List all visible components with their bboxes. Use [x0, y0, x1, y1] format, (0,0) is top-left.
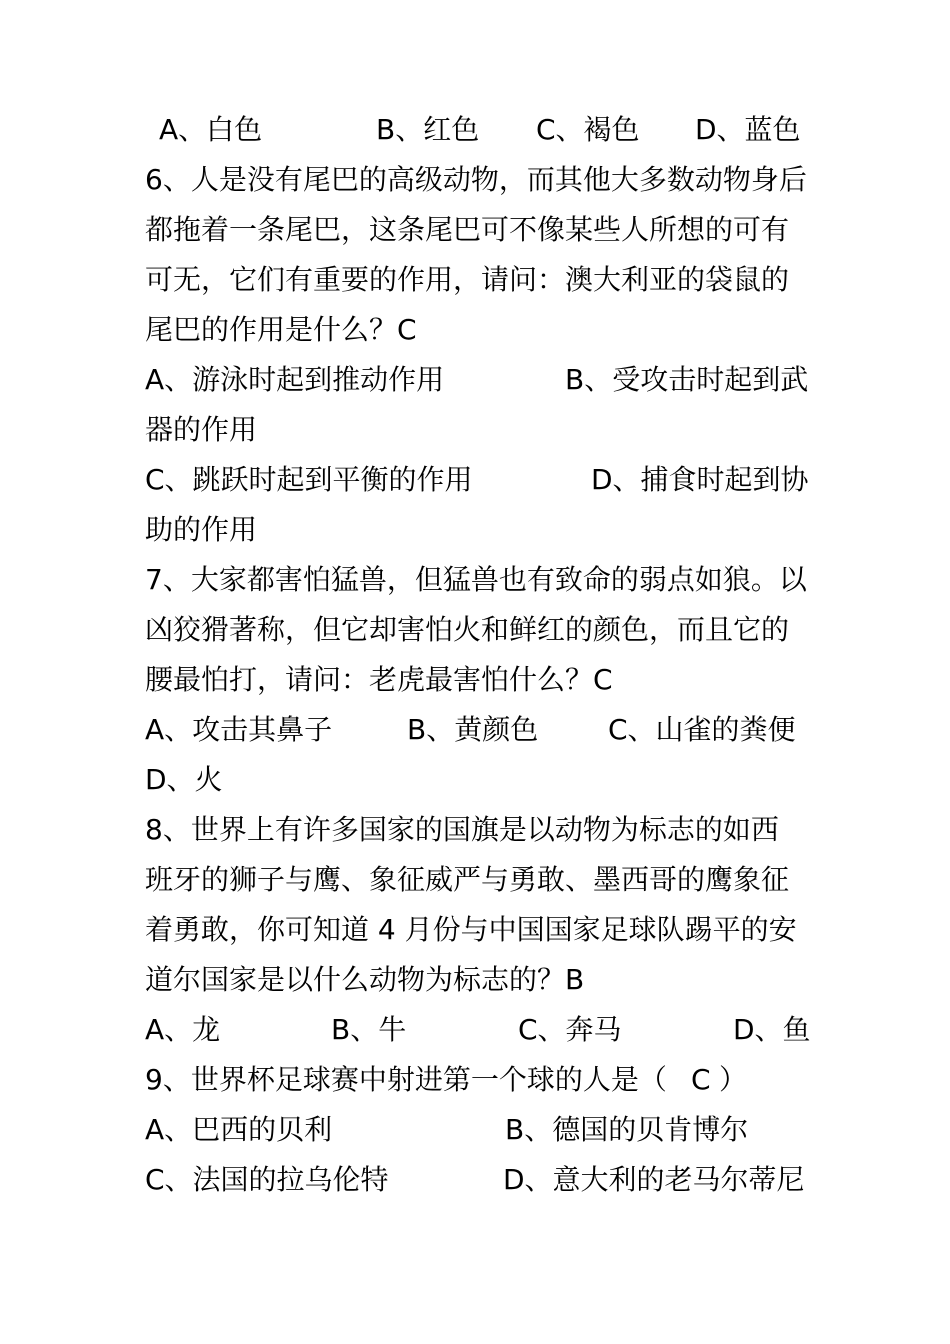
q6-option-d: D、捕食时起到协	[591, 463, 809, 496]
q5-option-d: D、蓝色	[695, 113, 801, 146]
q9-option-b: B、德国的贝肯博尔	[505, 1113, 749, 1146]
q7-option-b: B、黄颜色	[407, 713, 539, 746]
q8-option-a: A、龙	[145, 1013, 221, 1046]
q6-option-c: C、跳跃时起到平衡的作用	[145, 463, 473, 496]
q7-question-line-1: 7、大家都害怕猛兽，但猛兽也有致命的弱点如狼。以	[145, 563, 807, 596]
q6-question-line-1: 6、人是没有尾巴的高级动物，而其他大多数动物身后	[145, 163, 807, 196]
q6-options-row-2	[145, 455, 809, 505]
q6-options-row-1	[145, 355, 809, 405]
q6-question-line-4: 尾巴的作用是什么？C	[145, 313, 417, 346]
q5-option-c: C、褐色	[536, 113, 640, 146]
q5-option-b: B、红色	[376, 113, 480, 146]
q7-option-a: A、攻击其鼻子	[145, 713, 333, 746]
q9-option-c: C、法国的拉乌伦特	[145, 1163, 389, 1196]
q9-option-d: D、意大利的老马尔蒂尼	[503, 1163, 805, 1196]
q8-option-b: B、牛	[331, 1013, 407, 1046]
q9-question-text: 9、世界杯足球赛中射进第一个球的人是（	[145, 1063, 667, 1096]
q5-option-a: A、白色	[159, 113, 263, 146]
q6-option-b: B、受攻击时起到武	[565, 363, 809, 396]
q8-question-line-3: 着勇敢，你可知道 4 月份与中国国家足球队踢平的安	[145, 913, 797, 946]
q6-option-d-continued: 助的作用	[145, 513, 258, 546]
q9-options-row-1	[145, 1105, 809, 1155]
q6-option-b-continued: 器的作用	[145, 413, 258, 446]
q8-question-line-1: 8、世界上有许多国家的国旗是以动物为标志的如西	[145, 813, 779, 846]
q9-option-a: A、巴西的贝利	[145, 1113, 333, 1146]
q8-option-d: D、鱼	[733, 1013, 811, 1046]
q9-question-line	[145, 1055, 809, 1105]
q6-question-line-2: 都拖着一条尾巴，这条尾巴可不像某些人所想的可有	[145, 213, 790, 246]
q9-answer: C	[691, 1063, 711, 1096]
q5-options-row	[145, 105, 809, 155]
q7-question-line-2: 凶狡猾著称，但它却害怕火和鲜红的颜色，而且它的	[145, 613, 790, 646]
q8-options-row	[145, 1005, 809, 1055]
q7-question-line-3: 腰最怕打，请问：老虎最害怕什么？C	[145, 663, 613, 696]
q8-question-line-2: 班牙的狮子与鹰、象征威严与勇敢、墨西哥的鹰象征	[145, 863, 790, 896]
q6-option-a: A、游泳时起到推动作用	[145, 363, 445, 396]
q7-option-c: C、山雀的粪便	[608, 713, 796, 746]
q8-question-line-4: 道尔国家是以什么动物为标志的？B	[145, 963, 585, 996]
q9-close-paren: ）	[719, 1063, 748, 1096]
q9-options-row-2	[145, 1155, 809, 1205]
q6-question-line-3: 可无，它们有重要的作用，请问：澳大利亚的袋鼠的	[145, 263, 790, 296]
q8-option-c: C、奔马	[518, 1013, 622, 1046]
q7-option-d: D、火	[145, 763, 223, 796]
q7-options-row	[145, 705, 809, 755]
